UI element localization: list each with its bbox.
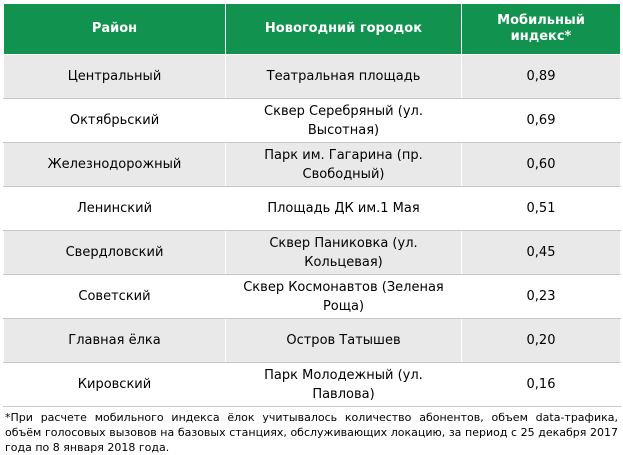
cell-district: Октябрьский xyxy=(4,99,226,143)
cell-index: 0,20 xyxy=(462,319,621,363)
cell-index: 0,60 xyxy=(462,143,621,187)
table-row xyxy=(4,143,621,187)
cell-town: Парк Молодежный (ул. Павлова) xyxy=(226,363,462,407)
cell-town: Сквер Серебряный (ул. Высотная) xyxy=(226,99,462,143)
table-row xyxy=(4,363,621,407)
cell-town: Площадь ДК им.1 Мая xyxy=(226,187,462,231)
cell-town: Сквер Паниковка (ул. Кольцевая) xyxy=(226,231,462,275)
table-row xyxy=(4,99,621,143)
cell-town: Парк им. Гагарина (пр. Свободный) xyxy=(226,143,462,187)
table-row xyxy=(4,55,621,99)
cell-index: 0,45 xyxy=(462,231,621,275)
table-row xyxy=(4,275,621,319)
cell-index: 0,51 xyxy=(462,187,621,231)
cell-index: 0,23 xyxy=(462,275,621,319)
cell-town: Сквер Космонавтов (Зеленая Роща) xyxy=(226,275,462,319)
column-header-district: Район xyxy=(4,4,226,55)
column-header-town: Новогодний городок xyxy=(226,4,462,55)
column-header-index: Мобильный индекс* xyxy=(462,4,621,55)
cell-index: 0,69 xyxy=(462,99,621,143)
index-table-container xyxy=(3,3,620,455)
table-row xyxy=(4,231,621,275)
cell-district: Кировский xyxy=(4,363,226,407)
footnote: *При расчете мобильного индекса ёлок учитывалось количество абонентов, объем data-трафика, объём голосовых вызовов на базовых станциях, обслуживающих локацию, за период с 25 декабря 2017 года по 8 января 2018 года. xyxy=(5,411,618,454)
cell-district: Ленинский xyxy=(4,187,226,231)
cell-index: 0,16 xyxy=(462,363,621,407)
table-row xyxy=(4,319,621,363)
cell-district: Свердловский xyxy=(4,231,226,275)
table-row xyxy=(4,187,621,231)
mobile-index-table xyxy=(3,3,621,407)
cell-district: Железнодорожный xyxy=(4,143,226,187)
cell-index: 0,89 xyxy=(462,55,621,99)
cell-town: Театральная площадь xyxy=(226,55,462,99)
cell-district: Главная ёлка xyxy=(4,319,226,363)
table-header-row xyxy=(4,4,621,55)
cell-district: Советский xyxy=(4,275,226,319)
cell-town: Остров Татышев xyxy=(226,319,462,363)
cell-district: Центральный xyxy=(4,55,226,99)
